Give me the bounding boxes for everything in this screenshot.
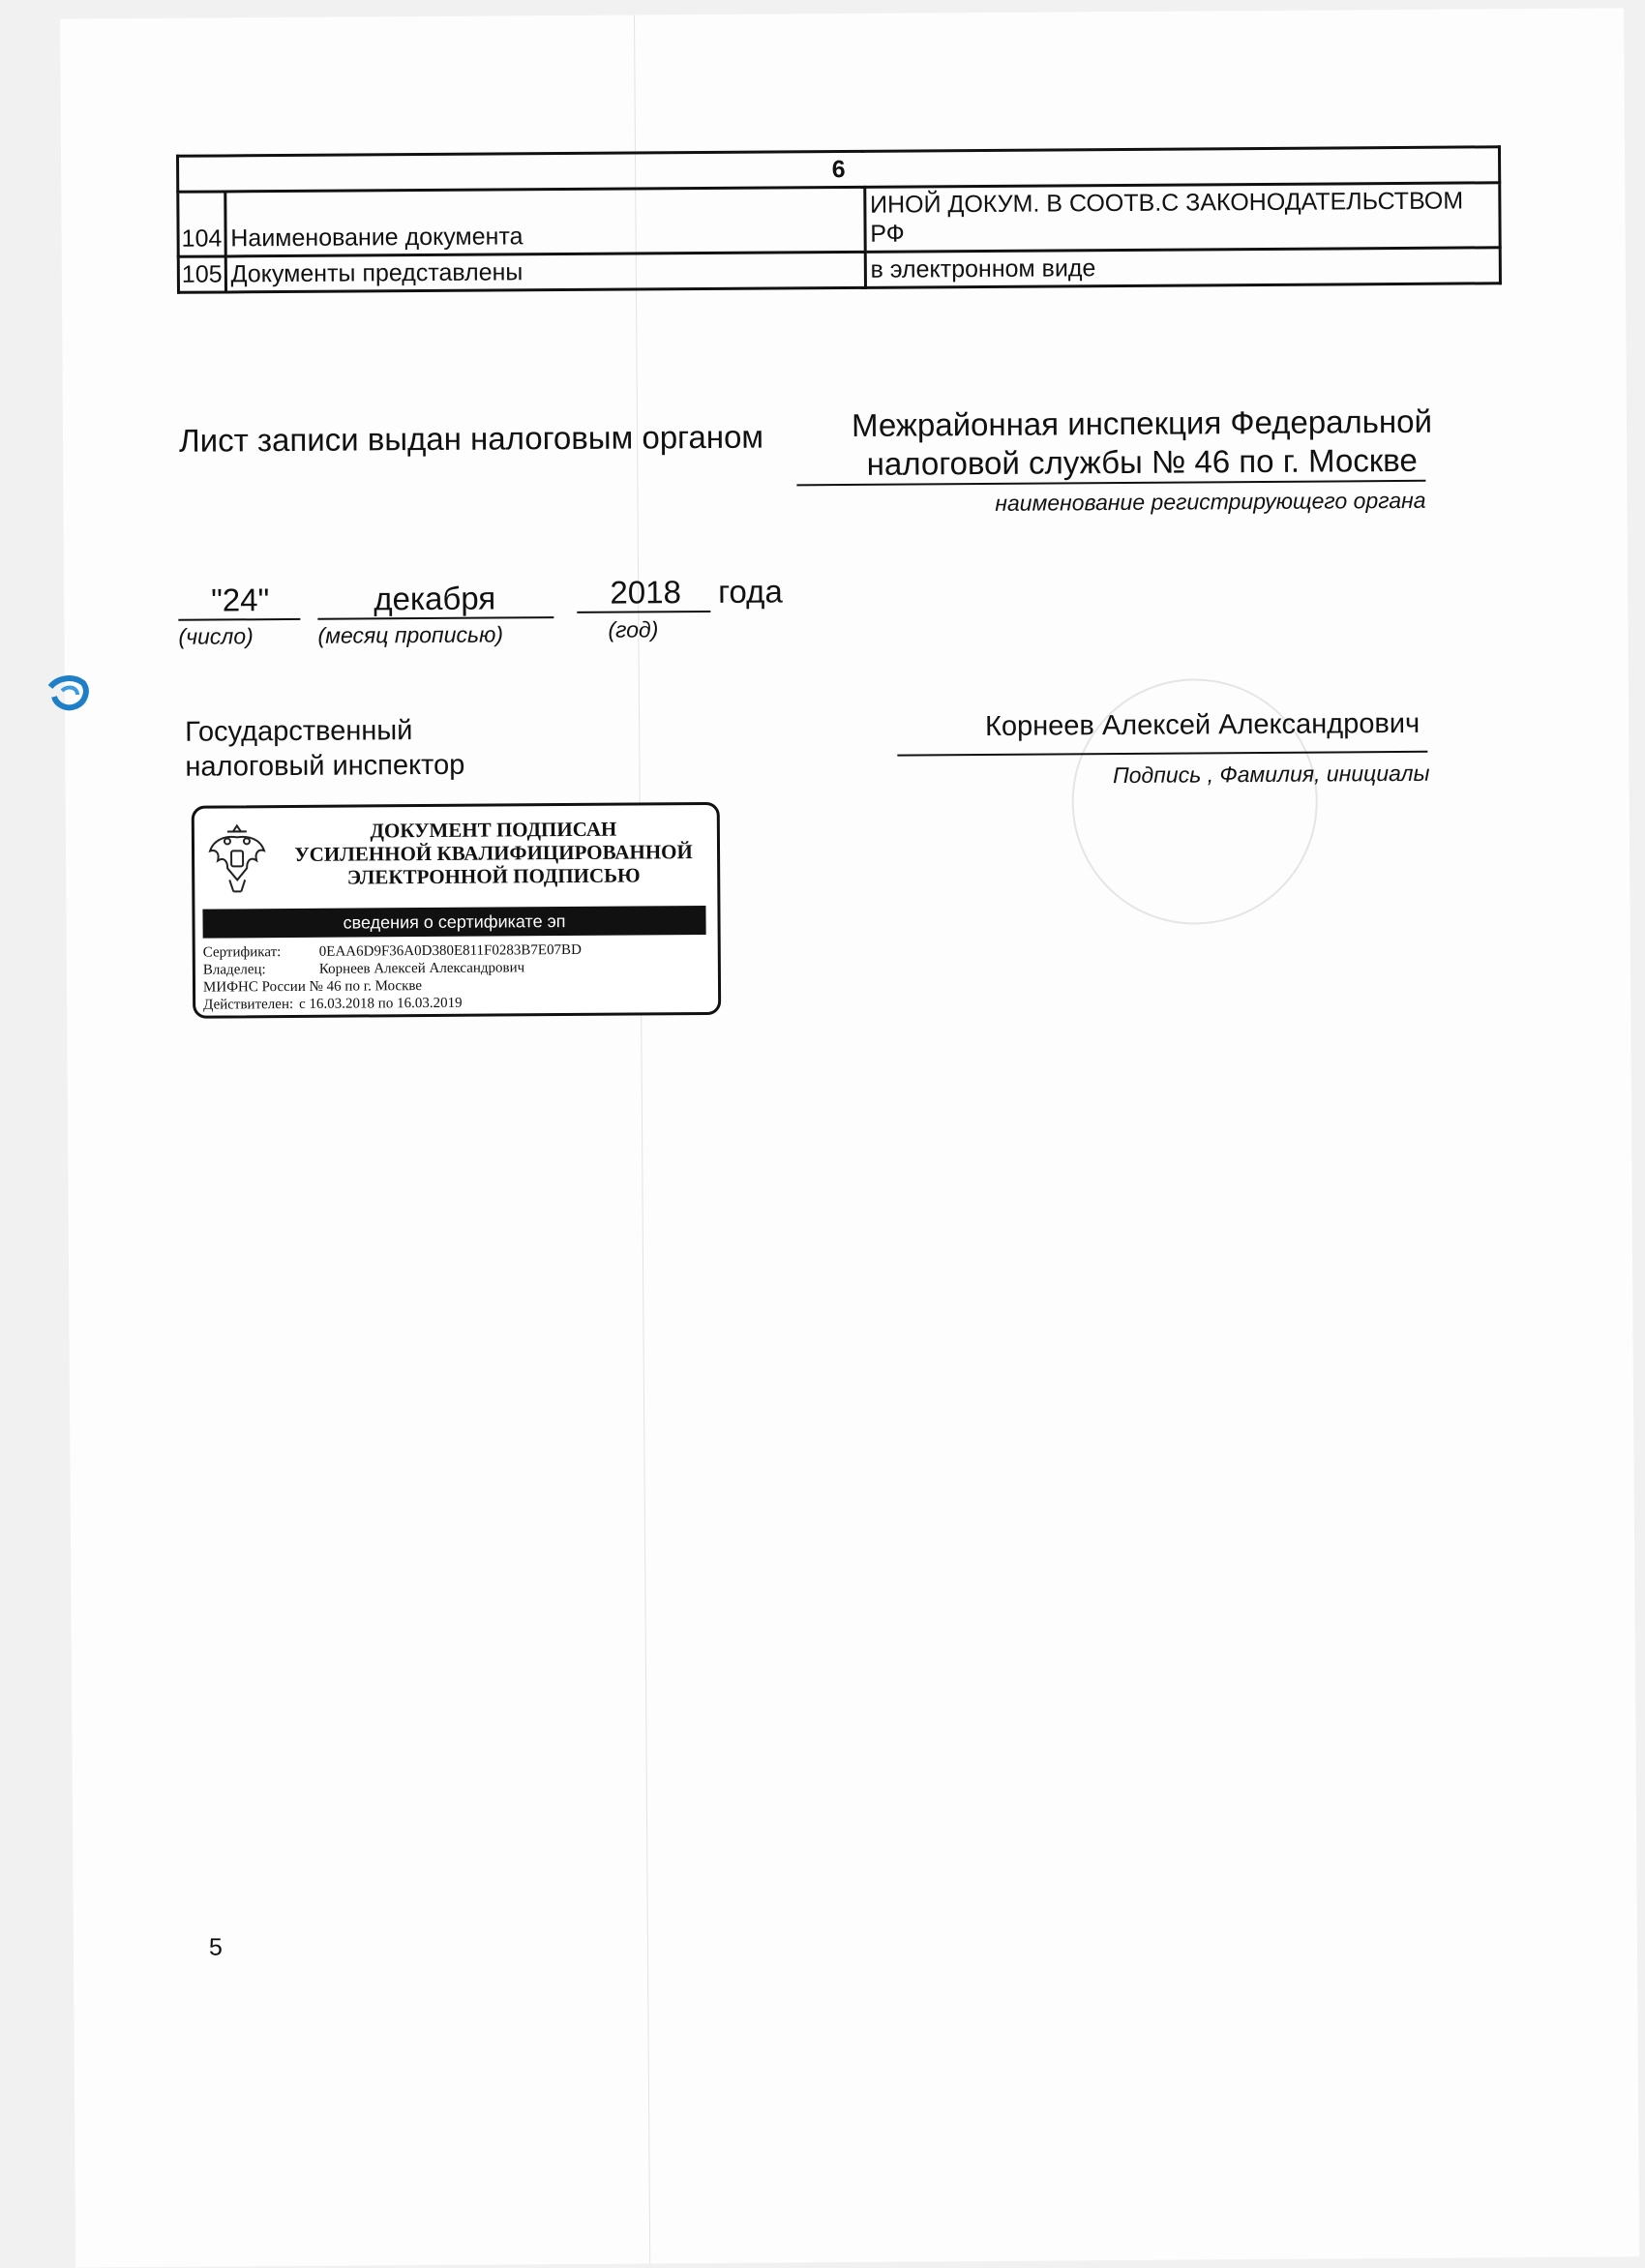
position-line-2: налоговый инспектор xyxy=(185,749,465,783)
row-number: 104 xyxy=(178,192,225,256)
registering-authority xyxy=(808,402,1477,484)
registration-table xyxy=(176,145,1502,294)
certificate-details xyxy=(203,940,706,1014)
day-caption: (число) xyxy=(178,623,254,649)
validity-row xyxy=(203,993,706,1014)
month-underline xyxy=(317,616,553,620)
certificate-value: 0EAA6D9F36A0D380E811F0283B7E07BD xyxy=(318,941,582,960)
inspector-name: Корнеев Алексей Александрович xyxy=(984,707,1421,742)
page-number: 5 xyxy=(208,1933,223,1961)
electronic-signature-stamp xyxy=(192,802,722,1019)
table-row xyxy=(178,183,1500,257)
row-label: Документы представлены xyxy=(225,252,865,292)
month-caption: (месяц прописью) xyxy=(317,621,504,648)
day-underline xyxy=(178,618,300,621)
date-month: декабря xyxy=(374,580,496,617)
page-section-number: 6 xyxy=(178,147,1500,193)
stamp-title-line-3: ЭЛЕКТРОННОЙ ПОДПИСЬЮ xyxy=(346,863,641,889)
row-number: 105 xyxy=(178,256,225,292)
fold-line xyxy=(634,15,650,2263)
certificate-label: Сертификат: xyxy=(202,944,282,961)
validity-value: с 16.03.2018 по 16.03.2019 xyxy=(299,995,463,1012)
inspector-position xyxy=(185,713,464,785)
row-value: в электронном виде xyxy=(865,248,1501,288)
document-page xyxy=(60,8,1639,2267)
signature-caption: Подпись , Фамилия, инициалы xyxy=(1112,760,1430,789)
coat-of-arms-icon xyxy=(204,818,271,899)
owner-value: Корнеев Алексей Александрович xyxy=(318,960,525,977)
owner-label: Владелец: xyxy=(202,962,266,978)
year-suffix: года xyxy=(718,573,783,610)
organization-value: МИФНС России № 46 по г. Москве xyxy=(202,978,423,996)
stamp-title-line-2: УСИЛЕННОЙ КВАЛИФИЦИРОВАННОЙ xyxy=(294,840,693,866)
binding-thread-knot-icon xyxy=(48,670,89,718)
authority-line-1: Межрайонная инспекция Федеральной xyxy=(851,403,1433,443)
issued-by-label: Лист записи выдан налоговым органом xyxy=(178,418,764,459)
row-value: ИНОЙ ДОКУМ. В СООТВ.С ЗАКОНОДАТЕЛЬСТВОМ РФ xyxy=(864,183,1500,253)
year-underline xyxy=(577,611,710,613)
stamp-title xyxy=(276,817,711,889)
stamp-title-line-1: ДОКУМЕНТ ПОДПИСАН xyxy=(370,817,617,843)
date-year: 2018 xyxy=(610,574,682,611)
position-line-1: Государственный xyxy=(185,715,413,748)
row-label: Наименование документа xyxy=(224,187,864,256)
certificate-info-bar: сведения о сертификате эп xyxy=(202,906,705,939)
validity-label: Действителен: xyxy=(203,996,294,1013)
date-day: "24" xyxy=(211,582,270,618)
authority-caption: наименование регистрирующего органа xyxy=(995,487,1426,516)
authority-line-2: налоговой службы № 46 по г. Москве xyxy=(866,441,1418,482)
year-caption: (год) xyxy=(608,616,659,642)
